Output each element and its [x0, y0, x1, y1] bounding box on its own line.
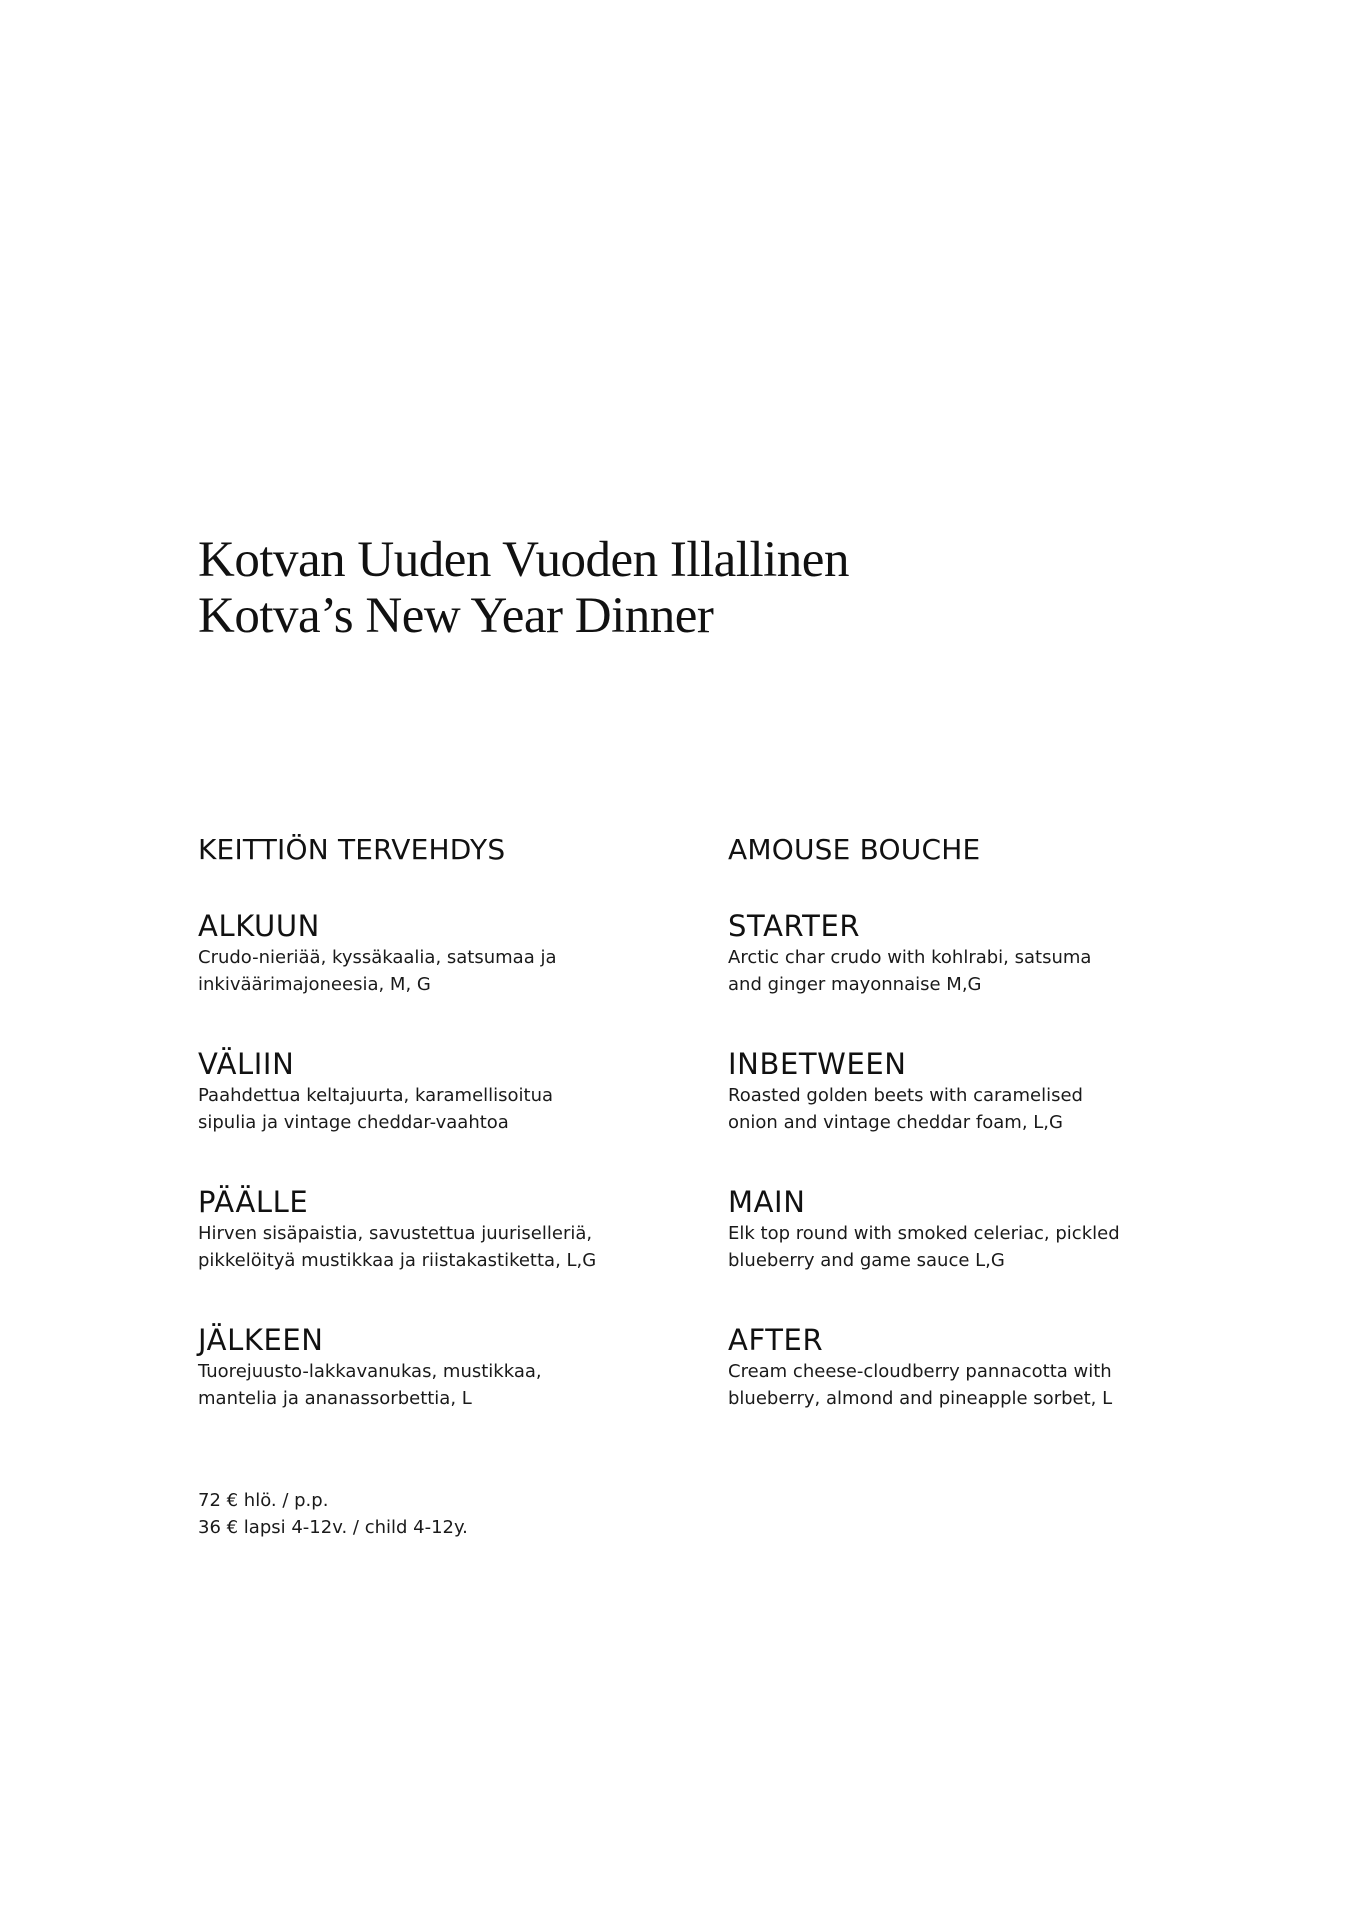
- course-inbetween: [728, 1046, 1198, 1184]
- amuse-bouche-heading: AMOUSE BOUCHE: [728, 833, 981, 866]
- course-description-line: pikkelöityä mustikkaa ja riistakastiketta, L,G: [198, 1250, 597, 1271]
- course-description-line: blueberry and game sauce L,G: [728, 1250, 1005, 1271]
- course-description-line: Hirven sisäpaistia, savustettua juuriselleriä,: [198, 1223, 593, 1244]
- course-heading: ALKUUN: [198, 909, 320, 943]
- course-description-line: mantelia ja ananassorbettia, L: [198, 1388, 472, 1409]
- course-description-line: Paahdettua keltajuurta, karamellisoitua: [198, 1085, 554, 1106]
- course-description-line: Cream cheese-cloudberry pannacotta with: [728, 1361, 1112, 1382]
- course-jalkeen: [198, 1322, 668, 1460]
- course-valiin: [198, 1046, 668, 1184]
- course-heading: AFTER: [728, 1323, 824, 1357]
- course-description-line: Crudo-nieriää, kyssäkaalia, satsumaa ja: [198, 947, 557, 968]
- course-heading: MAIN: [728, 1185, 806, 1219]
- course-heading: JÄLKEEN: [198, 1323, 324, 1357]
- course-main: [728, 1184, 1198, 1322]
- course-description-line: and ginger mayonnaise M,G: [728, 974, 982, 995]
- course-description-line: Elk top round with smoked celeriac, pickled: [728, 1223, 1120, 1244]
- course-description-line: inkiväärimajoneesia, M, G: [198, 974, 431, 995]
- english-menu-column: [728, 828, 1198, 1460]
- course-alkuun: [198, 908, 668, 1046]
- course-heading: PÄÄLLE: [198, 1185, 309, 1219]
- course-description-line: Arctic char crudo with kohlrabi, satsuma: [728, 947, 1092, 968]
- course-paalle: [198, 1184, 668, 1322]
- course-heading: VÄLIIN: [198, 1047, 295, 1081]
- price-list: [198, 1487, 468, 1541]
- title-finnish: Kotvan Uuden Vuoden Illallinen: [198, 532, 849, 588]
- adult-price: 72 € hlö. / p.p.: [198, 1490, 329, 1511]
- course-description-line: Tuorejuusto-lakkavanukas, mustikkaa,: [198, 1361, 542, 1382]
- finnish-menu-column: [198, 828, 668, 1460]
- course-description-line: blueberry, almond and pineapple sorbet, L: [728, 1388, 1113, 1409]
- course-description-line: Roasted golden beets with caramelised: [728, 1085, 1083, 1106]
- course-heading: STARTER: [728, 909, 861, 943]
- course-description-line: onion and vintage cheddar foam, L,G: [728, 1112, 1063, 1133]
- course-after: [728, 1322, 1198, 1460]
- course-starter: [728, 908, 1198, 1046]
- child-price: 36 € lapsi 4-12v. / child 4-12y.: [198, 1517, 468, 1538]
- menu-title: [198, 532, 1098, 644]
- course-heading: INBETWEEN: [728, 1047, 907, 1081]
- kitchen-greeting-heading: KEITTIÖN TERVEHDYS: [198, 833, 506, 866]
- title-english: Kotva’s New Year Dinner: [198, 588, 714, 644]
- course-description-line: sipulia ja vintage cheddar-vaahtoa: [198, 1112, 509, 1133]
